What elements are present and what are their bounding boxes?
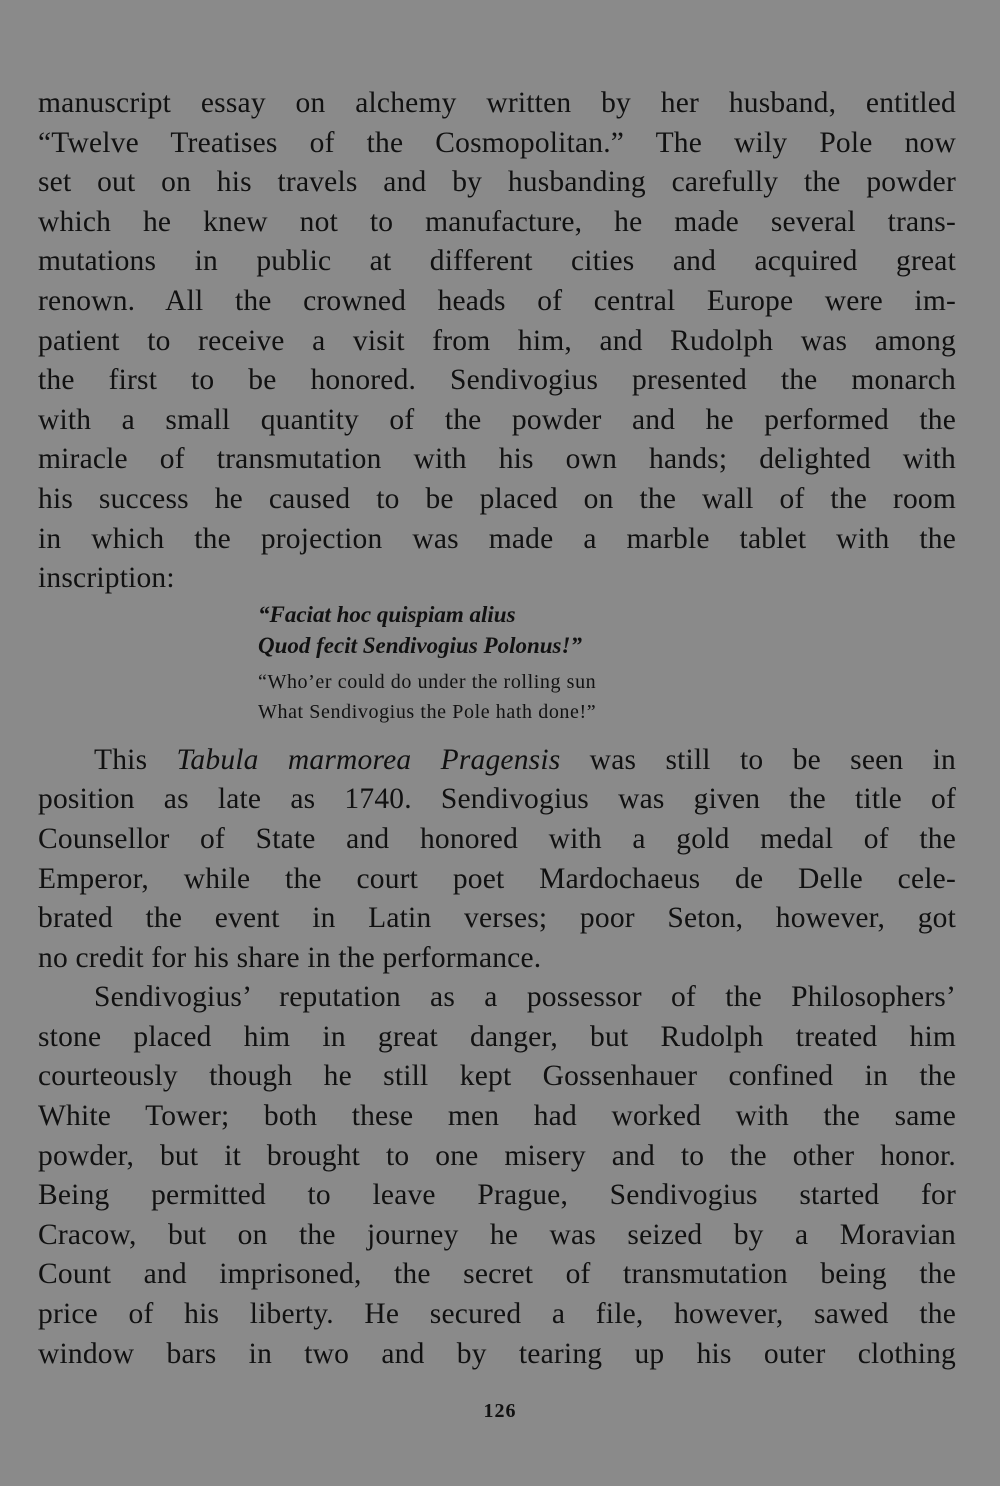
text-line: his success he caused to be placed on the wall of the room <box>38 482 956 515</box>
text-line: White Tower; both these men had worked with the same <box>38 1100 956 1133</box>
italic-title: Tabula marmorea Pragensis <box>176 743 561 776</box>
paragraph-1 <box>38 84 956 599</box>
text-line: miracle of transmutation with his own hands; delighted with <box>38 443 956 476</box>
text-line: inscription: <box>38 562 175 595</box>
text-line: position as late as 1740. Sendivogius was given the title of <box>38 783 956 816</box>
text-line: manuscript essay on alchemy written by her husband, entitled <box>38 87 956 119</box>
text-line: in which the projection was made a marble tablet with the <box>38 522 956 555</box>
text-line: no credit for his share in the performance. <box>38 941 542 974</box>
page-body <box>38 84 956 1374</box>
inscription-quote <box>258 599 778 727</box>
text-line: Cracow, but on the journey he was seized by a Moravian <box>38 1218 956 1251</box>
text-line: Emperor, while the court poet Mardochaeus de Delle cele- <box>38 862 956 895</box>
text-line: with a small quantity of the powder and he performed the <box>38 403 956 436</box>
text-line: Counsellor of State and honored with a gold medal of the <box>38 822 956 855</box>
text-line: mutations in public at different cities and acquired great <box>38 245 956 278</box>
latin-inscription-line: “Faciat hoc quispiam alius <box>258 601 516 627</box>
text-line: brated the event in Latin verses; poor Seton, however, got <box>38 902 956 935</box>
text-line: stone placed him in great danger, but Rudolph treated him <box>38 1020 956 1053</box>
text-line: renown. All the crowned heads of central Europe were im- <box>38 284 956 317</box>
text-line: price of his liberty. He secured a file, however, sawed the <box>38 1298 956 1331</box>
english-translation-line: “Who’er could do under the rolling sun <box>258 670 597 693</box>
text-line: courteously though he still kept Gossenhauer confined in the <box>38 1060 956 1093</box>
text-line: patient to receive a visit from him, and Rudolph was among <box>38 324 956 357</box>
text-line: Being permitted to leave Prague, Sendivogius started for <box>38 1179 956 1212</box>
page-number: 126 <box>483 1400 517 1422</box>
english-translation-line: What Sendivogius the Pole hath done!” <box>258 700 597 723</box>
text-line: window bars in two and by tearing up his outer clothing <box>38 1337 956 1370</box>
text-line <box>38 741 956 781</box>
text-line: Count and imprisoned, the secret of transmutation being the <box>38 1258 956 1291</box>
text-line: Sendivogius’ reputation as a possessor of the Philosophers’ <box>94 981 956 1014</box>
text-line: set out on his travels and by husbanding carefully the powder <box>38 166 956 199</box>
text-line: “Twelve Treatises of the Cosmopolitan.” The wily Pole now <box>38 126 956 159</box>
latin-inscription-line: Quod fecit Sendivogius Polonus!” <box>258 632 582 658</box>
text-line: the first to be honored. Sendivogius presented the monarch <box>38 364 956 397</box>
paragraph-2 <box>38 741 956 979</box>
text-line: powder, but it brought to one misery and to the other honor. <box>38 1139 956 1172</box>
text-run: This <box>94 743 177 776</box>
text-line: which he knew not to manufacture, he made several trans- <box>38 205 956 238</box>
text-run: was still to be seen in <box>560 743 956 776</box>
paragraph-3 <box>38 978 956 1374</box>
